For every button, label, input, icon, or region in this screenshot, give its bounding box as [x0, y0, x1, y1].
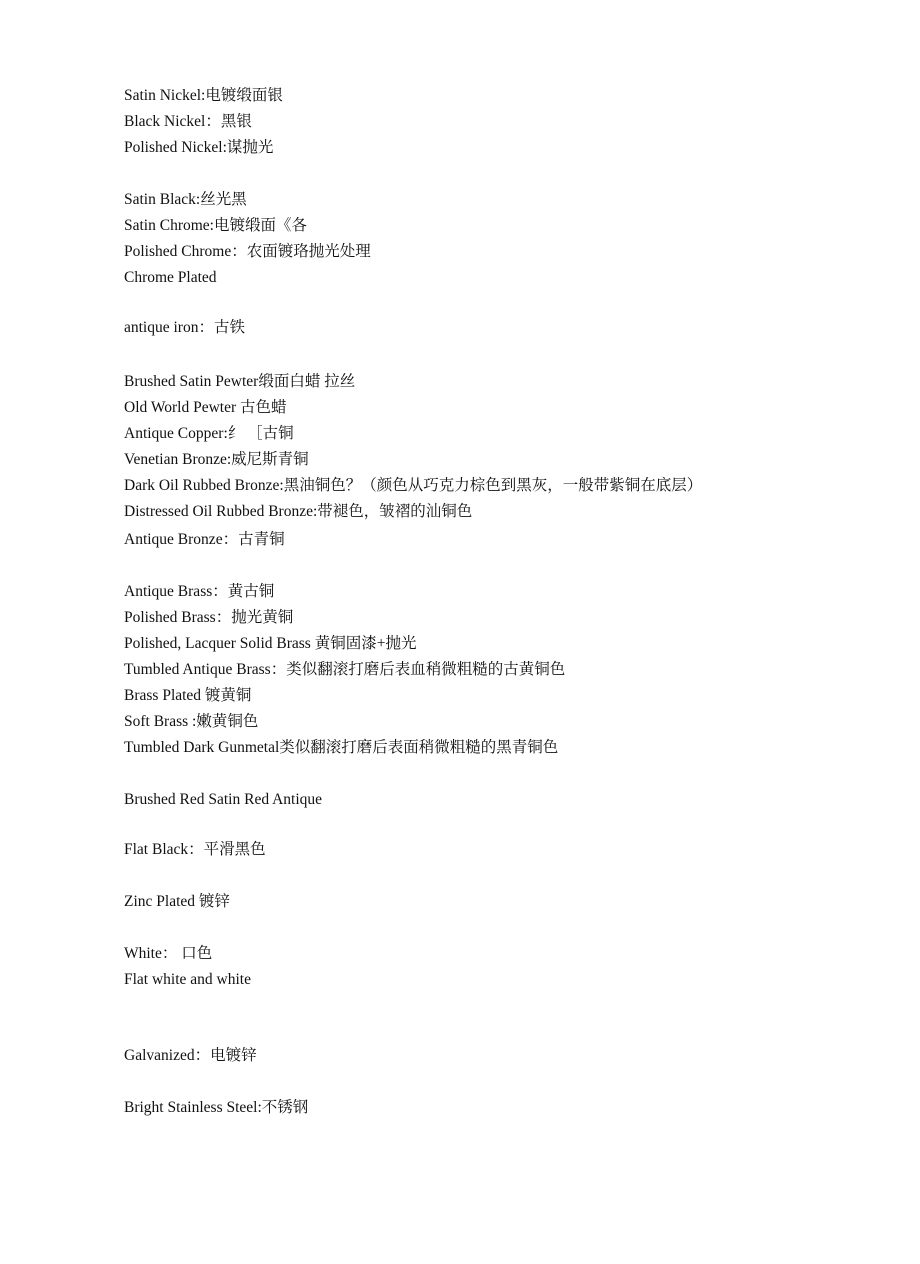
- finish-line-zinc-plated: Zinc Plated 镀锌: [124, 893, 230, 910]
- finish-line-flat-black: Flat Black：平滑黑色: [124, 841, 266, 858]
- finish-line-chrome-plated: Chrome Plated: [124, 269, 217, 286]
- finish-line-tumbled-dark-gunmetal: Tumbled Dark Gunmetal类似翻滚打磨后表面稍微粗糙的黑青铜色: [124, 739, 559, 756]
- finish-line-brushed-red-satin-red-antique: Brushed Red Satin Red Antique: [124, 791, 323, 808]
- finish-line-tumbled-antique-brass: Tumbled Antique Brass：类似翻滚打磨后表血稍微粗糙的古黄铜色: [124, 661, 566, 678]
- finish-line-brass-plated: Brass Plated 镀黄铜: [124, 687, 252, 704]
- finish-line-polished-lacquer-solid-brass: Polished, Lacquer Solid Brass 黄铜固漆+抛光: [124, 635, 417, 652]
- finish-line-white: White： 口色: [124, 945, 213, 962]
- finish-line-polished-chrome: Polished Chrome：农面镀珞抛光处理: [124, 243, 371, 260]
- finish-line-antique-iron: antique iron：古铁: [124, 319, 245, 336]
- finish-line-satin-chrome: Satin Chrome:电镀缎面《各: [124, 217, 307, 234]
- finish-line-galvanized: Galvanized：电镀锌: [124, 1047, 257, 1064]
- finish-line-antique-copper: Antique Copper:纟 ［古铜: [124, 425, 294, 442]
- finish-line-black-nickel: Black Nickel：黑银: [124, 113, 252, 130]
- finish-line-soft-brass: Soft Brass :嫩黄铜色: [124, 713, 259, 730]
- finish-line-distressed-oil-rubbed-bronze: Distressed Oil Rubbed Bronze:带褪色，皱褶的汕铜色: [124, 503, 473, 520]
- finish-line-antique-brass: Antique Brass：黄古铜: [124, 583, 275, 600]
- finish-line-brushed-satin-pewter: Brushed Satin Pewter缎面白蜡 拉丝: [124, 373, 356, 390]
- finish-line-old-world-pewter: Old World Pewter 古色蜡: [124, 399, 287, 416]
- finish-line-bright-stainless-steel: Bright Stainless Steel:不锈钢: [124, 1099, 309, 1116]
- finish-line-polished-nickel: Polished Nickel:谋抛光: [124, 139, 274, 156]
- finish-line-satin-nickel: Satin Nickel:电镀缎面银: [124, 87, 283, 104]
- finish-line-flat-white: Flat white and white: [124, 971, 251, 988]
- finish-line-satin-black: Satin Black:丝光黑: [124, 191, 247, 208]
- finish-line-antique-bronze: Antique Bronze：古青铜: [124, 531, 285, 548]
- finish-line-polished-brass: Polished Brass：抛光黄铜: [124, 609, 294, 626]
- finish-line-venetian-bronze: Venetian Bronze:威尼斯青铜: [124, 451, 309, 468]
- finish-line-dark-oil-rubbed-bronze: Dark Oil Rubbed Bronze:黑油铜色？（颜色从巧克力棕色到黑灰，一般带紫铜在底层）: [124, 477, 703, 494]
